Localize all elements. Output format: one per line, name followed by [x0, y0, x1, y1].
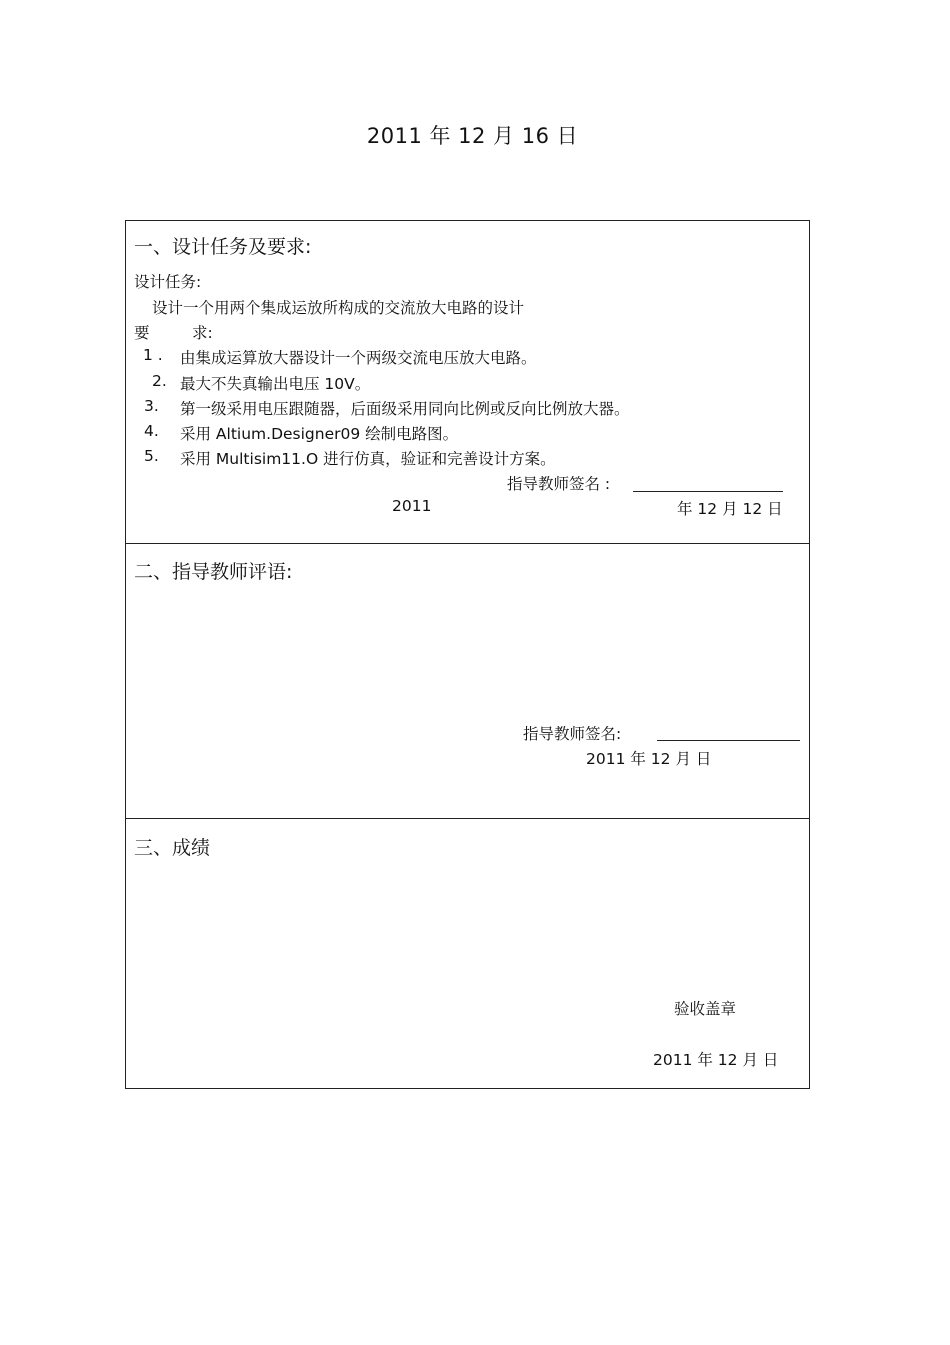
task-label: 设计任务:	[134, 273, 202, 291]
requirement-3-text: 第一级采用电压跟随器，后面级采用同向比例或反向比例放大器。	[180, 400, 630, 418]
section3-title: 三、成绩	[134, 837, 211, 859]
section3-date: 2011 年 12 月 日	[653, 1051, 779, 1069]
requirements-label-b: 求:	[192, 324, 213, 342]
task-text: 设计一个用两个集成运放所构成的交流放大电路的设计	[152, 299, 525, 317]
section1-date-rest: 年 12 月 12 日	[677, 500, 783, 518]
requirement-2-number: 2.	[152, 372, 167, 390]
section2-date: 2011 年 12 月 日	[586, 750, 712, 768]
requirement-1-number: 1 .	[143, 346, 163, 364]
requirement-1-text: 由集成运算放大器设计一个两级交流电压放大电路。	[180, 349, 537, 367]
section1-date-year: 2011	[392, 497, 432, 515]
stamp-label: 验收盖章	[674, 1000, 737, 1018]
requirement-4-number: 4.	[144, 422, 159, 440]
requirement-5-text: 采用 Multisim11.O 进行仿真，验证和完善设计方案。	[180, 450, 556, 468]
section1-signature-label: 指导教师签名 :	[507, 475, 611, 493]
section1-signature-line	[633, 491, 783, 492]
requirements-label-a: 要	[134, 324, 150, 342]
section-divider-1	[125, 543, 810, 544]
requirement-3-number: 3.	[144, 397, 159, 415]
requirement-5-number: 5.	[144, 447, 159, 465]
section2-signature-line	[657, 740, 800, 741]
section2-signature-label: 指导教师签名:	[523, 725, 622, 743]
document-date: 2011 年 12 月 16 日	[366, 124, 579, 148]
section-divider-2	[125, 818, 810, 819]
requirement-2-text: 最大不失真输出电压 10V。	[180, 375, 371, 393]
requirement-4-text: 采用 Altium.Designer09 绘制电路图。	[180, 425, 459, 443]
section1-title: 一、设计任务及要求:	[134, 236, 312, 258]
section2-title: 二、指导教师评语:	[134, 561, 293, 583]
